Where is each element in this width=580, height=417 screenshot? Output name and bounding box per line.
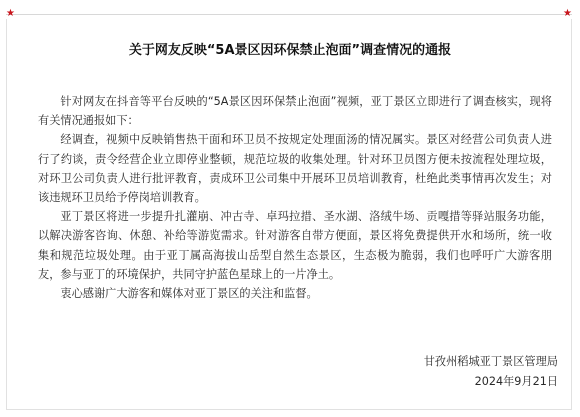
measures-paragraph: 亚丁景区将进一步提升扎灌崩、冲古寺、卓玛拉措、圣水湖、洛绒牛场、贡嘎措等驿站服务功能，以解决游客咨询、休憩、补给等游览需求。针对游客自带方便面，景区将免费提供开水和场所，统一收集和规范垃圾处理。由于亚丁属高海拔山岳型自然生态景区，生态极为脆弱，我们也呼吁广大游客朋友，参与亚丁的环境保护，共同守护蓝色星球上的一片净土。 [38,210,552,281]
intro-paragraph: 针对网友在抖音等平台反映的“5A景区因环保禁止泡面”视频，亚丁景区立即进行了调查核实，现将有关情况通报如下： [38,95,552,128]
left-star-icon: ★ [6,8,15,19]
top-decoration-bar [6,6,572,19]
right-star-icon: ★ [563,8,572,19]
issue-date: 2024年9月21日 [474,375,558,388]
notice-body [38,92,552,303]
investigation-paragraph: 经调查，视频中反映销售热干面和环卫员不按规定处理面汤的情况属实。景区对经营公司负责人进行了约谈，责令经营企业立即停业整顿，规范垃圾的收集处理。针对环卫员图方便未按流程处理垃圾，对环卫公司负责人进行批评教育，责成环卫公司集中开展环卫员培训教育，杜绝此类事情再次发生；对该违规环卫员给予停岗培训教育。 [38,133,552,205]
thanks-paragraph: 衷心感谢广大游客和媒体对亚丁景区的关注和监督。 [60,287,318,301]
top-divider-line [6,14,572,15]
signature-block [424,352,558,392]
issuer-name: 甘孜州稻城亚丁景区管理局 [423,355,558,368]
notice-title: 关于网友反映“5A景区因环保禁止泡面”调查情况的通报 [128,43,452,58]
